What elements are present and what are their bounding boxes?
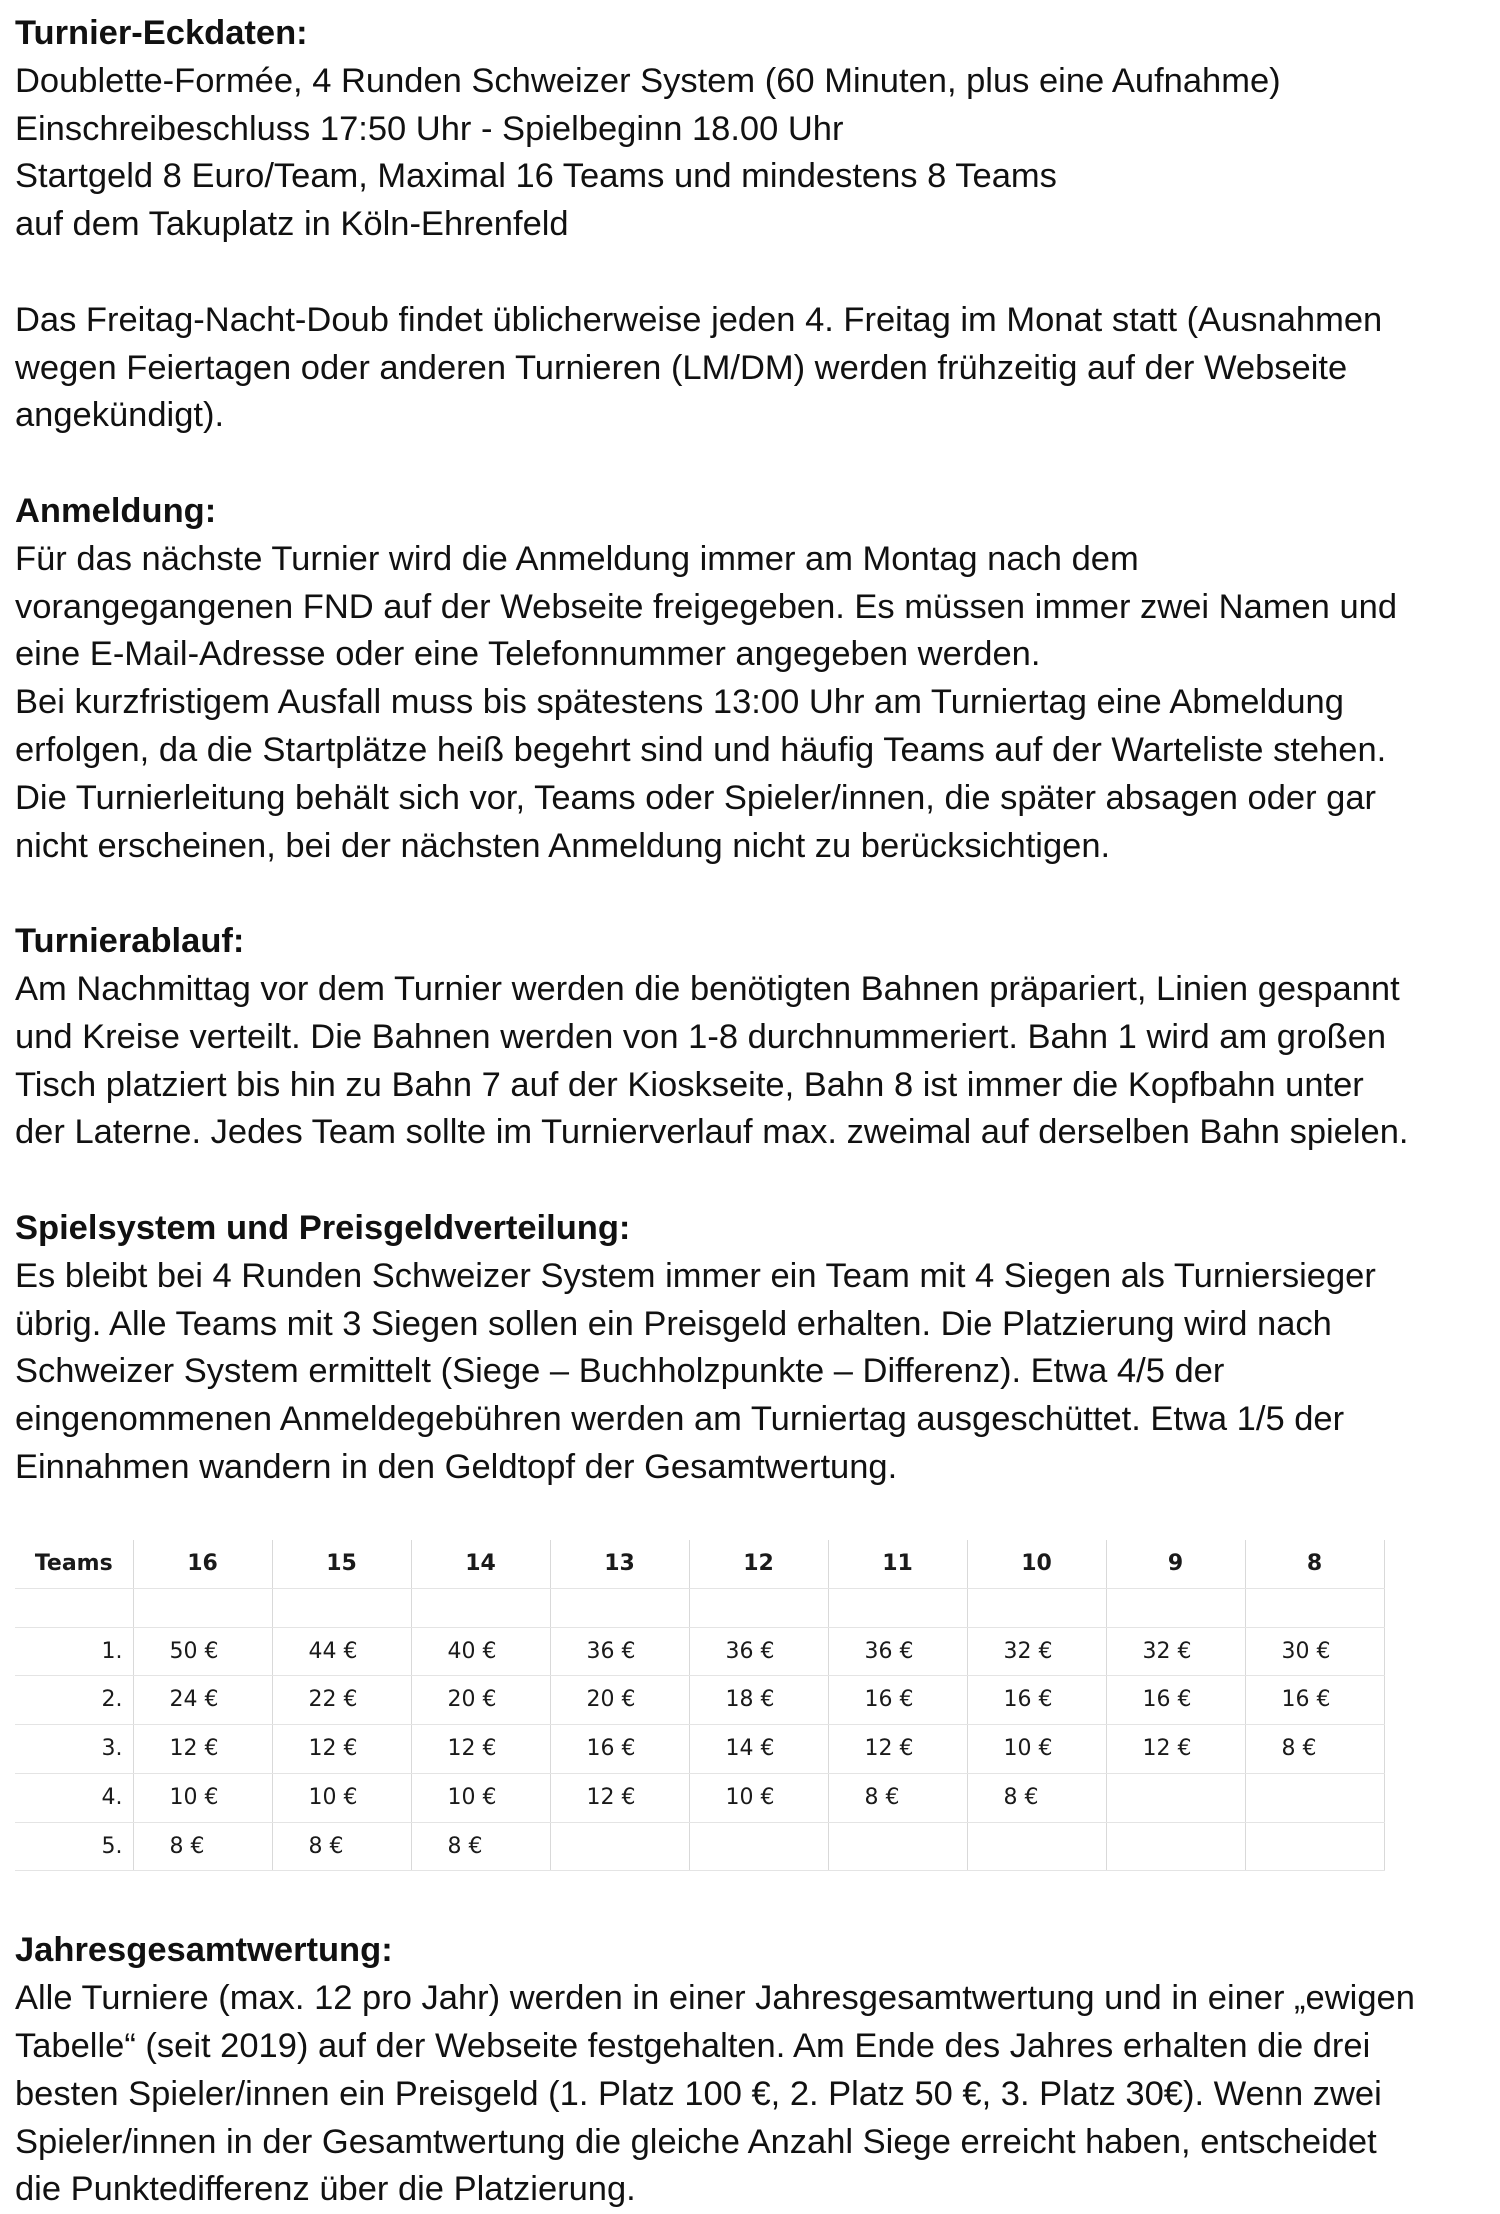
amount-cell: 20 €	[550, 1676, 689, 1725]
section-jahresgesamtwertung	[15, 1927, 1495, 2214]
table-row	[15, 1773, 1384, 1822]
text-line: Die Turnierleitung behält sich vor, Teams oder Spieler/innen, die später absagen oder gar	[15, 778, 1377, 817]
amount-cell: 16 €	[1245, 1676, 1384, 1725]
amount-cell: 16 €	[828, 1676, 967, 1725]
header-team-count: 8	[1245, 1540, 1384, 1588]
place-cell: 4.	[15, 1773, 133, 1822]
section-spielsystem	[15, 1205, 1495, 1492]
text-line: der Laterne. Jedes Team sollte im Turnierverlauf max. zweimal auf derselben Bahn spielen.	[15, 1113, 1409, 1152]
amount-cell: 10 €	[411, 1773, 550, 1822]
text-line: Doublette-Formée, 4 Runden Schweizer System (60 Minuten, plus eine Aufnahme)	[15, 61, 1281, 100]
text-line: Tabelle“ (seit 2019) auf der Webseite festgehalten. Am Ende des Jahres erhalten die drei	[15, 2027, 1371, 2066]
text-line: Startgeld 8 Euro/Team, Maximal 16 Teams und mindestens 8 Teams	[15, 157, 1057, 196]
amount-cell: 12 €	[1106, 1725, 1245, 1774]
amount-cell: 44 €	[272, 1627, 411, 1676]
text-line: Das Freitag-Nacht-Doub findet üblicherweise jeden 4. Freitag im Monat statt (Ausnahmen	[15, 300, 1383, 339]
header-team-count: 14	[411, 1540, 550, 1588]
amount-cell: 16 €	[550, 1725, 689, 1774]
text-line: Spieler/innen in der Gesamtwertung die gleiche Anzahl Siege erreicht haben, entscheidet	[15, 2122, 1377, 2161]
amount-cell: 8 €	[828, 1773, 967, 1822]
amount-cell	[1245, 1822, 1384, 1871]
amount-cell: 16 €	[967, 1676, 1106, 1725]
amount-cell: 8 €	[967, 1773, 1106, 1822]
spacer	[15, 1157, 1495, 1205]
section-heading: Turnierablauf:	[15, 922, 245, 961]
amount-cell: 12 €	[828, 1725, 967, 1774]
text-line: Bei kurzfristigem Ausfall muss bis spätestens 13:00 Uhr am Turniertag eine Abmeldung	[15, 683, 1344, 722]
amount-cell: 14 €	[689, 1725, 828, 1774]
spacer	[15, 1871, 1495, 1927]
amount-cell: 18 €	[689, 1676, 828, 1725]
document	[15, 10, 1495, 2214]
amount-cell: 8 €	[272, 1822, 411, 1871]
header-team-count: 13	[550, 1540, 689, 1588]
text-line: vorangegangenen FND auf der Webseite freigegeben. Es müssen immer zwei Namen und	[15, 587, 1398, 626]
text-line: wegen Feiertagen oder anderen Turnieren (LM/DM) werden frühzeitig auf der Webseite	[15, 348, 1348, 387]
table-row	[15, 1676, 1384, 1725]
text-line: eingenommenen Anmeldegebühren werden am Turniertag ausgeschüttet. Etwa 1/5 der	[15, 1400, 1345, 1439]
amount-cell: 8 €	[133, 1822, 272, 1871]
prize-table	[15, 1540, 1385, 1872]
table-row	[15, 1725, 1384, 1774]
text-line: Am Nachmittag vor dem Turnier werden die benötigten Bahnen präpariert, Linien gespannt	[15, 969, 1400, 1008]
amount-cell	[967, 1822, 1106, 1871]
amount-cell: 10 €	[967, 1725, 1106, 1774]
amount-cell: 40 €	[411, 1627, 550, 1676]
amount-cell	[1245, 1773, 1384, 1822]
section-heading: Jahresgesamtwertung:	[15, 1931, 393, 1970]
text-line: besten Spieler/innen ein Preisgeld (1. Platz 100 €, 2. Platz 50 €, 3. Platz 30€). Wenn zwei	[15, 2074, 1382, 2113]
text-line: Für das nächste Turnier wird die Anmeldung immer am Montag nach dem	[15, 539, 1139, 578]
amount-cell: 12 €	[550, 1773, 689, 1822]
amount-cell	[828, 1822, 967, 1871]
amount-cell: 8 €	[411, 1822, 550, 1871]
spacer	[15, 249, 1495, 297]
text-line: übrig. Alle Teams mit 3 Siegen sollen ein Preisgeld erhalten. Die Platzierung wird nach	[15, 1304, 1332, 1343]
header-team-count: 15	[272, 1540, 411, 1588]
text-line: Alle Turniere (max. 12 pro Jahr) werden in einer Jahresgesamtwertung und in einer „ewigen	[15, 1979, 1415, 2018]
amount-cell: 10 €	[272, 1773, 411, 1822]
amount-cell: 32 €	[967, 1627, 1106, 1676]
amount-cell: 10 €	[133, 1773, 272, 1822]
text-line: und Kreise verteilt. Die Bahnen werden von 1-8 durchnummeriert. Bahn 1 wird am großen	[15, 1017, 1387, 1056]
amount-cell	[1106, 1773, 1245, 1822]
amount-cell: 22 €	[272, 1676, 411, 1725]
header-teams-label: Teams	[15, 1540, 133, 1588]
place-cell: 1.	[15, 1627, 133, 1676]
text-line: erfolgen, da die Startplätze heiß begehrt sind und häufig Teams auf der Warteliste stehen.	[15, 730, 1387, 769]
spacer	[15, 870, 1495, 918]
section-heading: Spielsystem und Preisgeldverteilung:	[15, 1208, 631, 1247]
text-line: Tisch platziert bis hin zu Bahn 7 auf der Kioskseite, Bahn 8 ist immer die Kopfbahn unter	[15, 1065, 1364, 1104]
text-line: angekündigt).	[15, 396, 225, 435]
section-heading: Turnier-Eckdaten:	[15, 14, 308, 52]
table-row	[15, 1822, 1384, 1871]
amount-cell	[1106, 1822, 1245, 1871]
amount-cell: 24 €	[133, 1676, 272, 1725]
text-line: eine E-Mail-Adresse oder eine Telefonnummer angegeben werden.	[15, 635, 1041, 674]
table-empty-row	[15, 1588, 1384, 1627]
amount-cell	[550, 1822, 689, 1871]
amount-cell: 32 €	[1106, 1627, 1245, 1676]
section-heading: Anmeldung:	[15, 491, 217, 530]
text-line: die Punktedifferenz über die Platzierung.	[15, 2170, 636, 2209]
header-team-count: 10	[967, 1540, 1106, 1588]
text-line: auf dem Takuplatz in Köln-Ehrenfeld	[15, 205, 569, 244]
section-anmeldung	[15, 488, 1495, 870]
spacer	[15, 1492, 1495, 1540]
amount-cell: 36 €	[828, 1627, 967, 1676]
amount-cell	[689, 1822, 828, 1871]
section-eckdaten	[15, 10, 1495, 440]
table-header-row	[15, 1540, 1384, 1588]
text-line: Einnahmen wandern in den Geldtopf der Gesamtwertung.	[15, 1447, 898, 1486]
amount-cell: 36 €	[689, 1627, 828, 1676]
text-line: Schweizer System ermittelt (Siege – Buchholzpunkte – Differenz). Etwa 4/5 der	[15, 1352, 1225, 1391]
text-line: Es bleibt bei 4 Runden Schweizer System immer ein Team mit 4 Siegen als Turniersieger	[15, 1256, 1376, 1295]
place-cell: 3.	[15, 1725, 133, 1774]
text-line: nicht erscheinen, bei der nächsten Anmeldung nicht zu berücksichtigen.	[15, 826, 1111, 865]
amount-cell: 30 €	[1245, 1627, 1384, 1676]
spacer	[15, 440, 1495, 488]
amount-cell: 12 €	[411, 1725, 550, 1774]
amount-cell: 12 €	[272, 1725, 411, 1774]
amount-cell: 50 €	[133, 1627, 272, 1676]
place-cell: 2.	[15, 1676, 133, 1725]
amount-cell: 10 €	[689, 1773, 828, 1822]
header-team-count: 16	[133, 1540, 272, 1588]
amount-cell: 20 €	[411, 1676, 550, 1725]
section-turnierablauf	[15, 918, 1495, 1157]
header-team-count: 11	[828, 1540, 967, 1588]
table-row	[15, 1627, 1384, 1676]
text-line: Einschreibeschluss 17:50 Uhr - Spielbeginn 18.00 Uhr	[15, 109, 844, 148]
amount-cell: 16 €	[1106, 1676, 1245, 1725]
header-team-count: 12	[689, 1540, 828, 1588]
amount-cell: 12 €	[133, 1725, 272, 1774]
place-cell: 5.	[15, 1822, 133, 1871]
amount-cell: 8 €	[1245, 1725, 1384, 1774]
header-team-count: 9	[1106, 1540, 1245, 1588]
amount-cell: 36 €	[550, 1627, 689, 1676]
